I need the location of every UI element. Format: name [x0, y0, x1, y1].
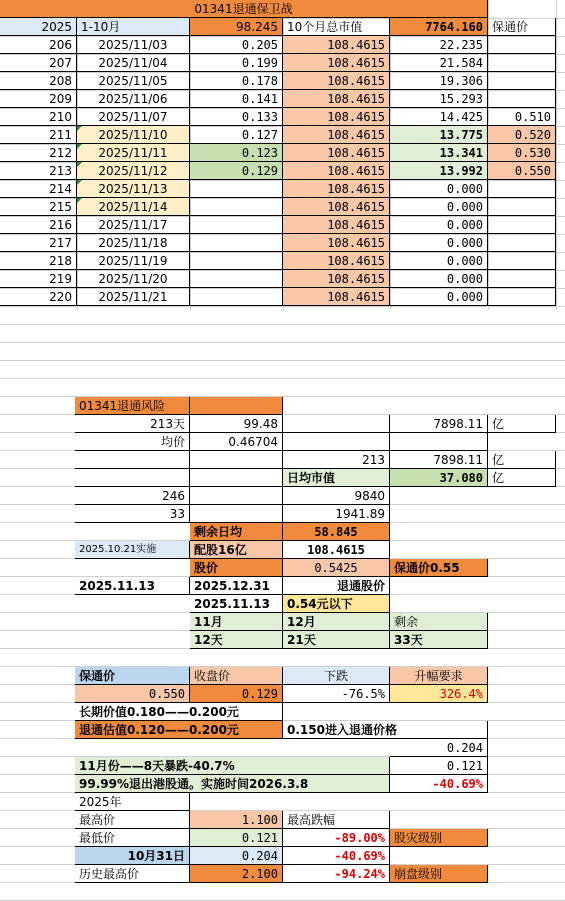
- row-220-price: [190, 288, 283, 306]
- gridline-h: [0, 360, 565, 361]
- oct-close-value: 0.204: [390, 739, 488, 757]
- row-220-avg: 0.000: [390, 288, 488, 306]
- risk-month-nov: 11月: [190, 613, 283, 631]
- long-term-value: 长期价值0.180——0.200元: [75, 703, 283, 721]
- row-217-avg: 0.000: [390, 234, 488, 252]
- row-208-date: 2025/11/05: [77, 72, 190, 90]
- row-217-n: 217: [0, 234, 77, 252]
- risk-1941: 1941.89: [283, 505, 390, 523]
- row-207-avg: 21.584: [390, 54, 488, 72]
- bottom-h-rise: 升幅要求: [390, 667, 488, 685]
- row-214-mv: 108.4615: [283, 180, 390, 198]
- risk-empty-2: [283, 433, 390, 451]
- row-216-price: [190, 216, 283, 234]
- row-213-mv: 108.4615: [283, 162, 390, 180]
- row-215-mv: 108.4615: [283, 198, 390, 216]
- exit-valuation: 退通估值0.120——0.200元: [75, 721, 283, 739]
- row-208-n: 208: [0, 72, 77, 90]
- risk-days-remain: 33天: [390, 631, 488, 649]
- row-208-bt: [488, 72, 556, 90]
- row-213-n: 213: [0, 162, 77, 180]
- row-216-n: 216: [0, 216, 77, 234]
- row-214-price: [190, 180, 283, 198]
- exit-hk-connect-note: 99.99%退出港股通。实施时间2026.3.8: [75, 775, 390, 793]
- row-218-avg: 0.000: [390, 252, 488, 270]
- row-214-n: 214: [0, 180, 77, 198]
- row-206-n: 206: [0, 36, 77, 54]
- row-207-date: 2025/11/04: [77, 54, 190, 72]
- risk-33: 33: [75, 505, 190, 523]
- risk-days: 213天: [75, 415, 190, 433]
- row-213-bt: 0.550: [488, 162, 556, 180]
- gridline-v: [556, 0, 557, 310]
- high-value: 1.100: [190, 811, 283, 829]
- risk-remain-label: 剩余日均: [190, 523, 283, 541]
- risk-month-dec: 12月: [283, 613, 390, 631]
- oct31-label: 10月31日: [75, 847, 190, 865]
- row-213-date: 2025/11/12: [77, 162, 190, 180]
- row-212-mv: 108.4615: [283, 144, 390, 162]
- row-214-date: 2025/11/13: [77, 180, 190, 198]
- row-210-avg: 14.425: [390, 108, 488, 126]
- row-213-avg: 13.992: [390, 162, 488, 180]
- row-219-n: 219: [0, 270, 77, 288]
- crash-level-1: 股灾级别: [390, 829, 488, 847]
- row-207-bt: [488, 54, 556, 72]
- max-drop-label: 最高跌幅: [283, 811, 390, 829]
- risk-empty-4: [75, 451, 190, 469]
- risk-unit-3: 亿: [488, 469, 556, 487]
- row-214-bt: [488, 180, 556, 198]
- row-207-mv: 108.4615: [283, 54, 390, 72]
- row-212-price: 0.123: [190, 144, 283, 162]
- risk-date-2: 2025.12.31: [190, 577, 283, 595]
- risk-days-dec: 21天: [283, 631, 390, 649]
- row-218-mv: 108.4615: [283, 252, 390, 270]
- row-220-mv: 108.4615: [283, 288, 390, 306]
- risk-remain-text: 剩余: [390, 613, 488, 631]
- row-211-mv: 108.4615: [283, 126, 390, 144]
- row-220-date: 2025/11/21: [77, 288, 190, 306]
- row-206-avg: 22.235: [390, 36, 488, 54]
- row-208-mv: 108.4615: [283, 72, 390, 90]
- row-210-bt: 0.510: [488, 108, 556, 126]
- row-206-mv: 108.4615: [283, 36, 390, 54]
- row-211-price: 0.127: [190, 126, 283, 144]
- oct31-drop-pct: -40.69%: [283, 847, 390, 865]
- risk-avg-label: 均价: [75, 433, 190, 451]
- risk-avg-value: 0.46704: [190, 433, 283, 451]
- row-214-avg: 0.000: [390, 180, 488, 198]
- row-217-bt: [488, 234, 556, 252]
- row-220-n: 220: [0, 288, 77, 306]
- row-215-price: [190, 198, 283, 216]
- low-drop-pct: -89.00%: [283, 829, 390, 847]
- header-range: 1-10月: [77, 18, 190, 36]
- bottom-v-close: 0.129: [190, 685, 283, 703]
- row-216-date: 2025/11/17: [77, 216, 190, 234]
- row-220-bt: [488, 288, 556, 306]
- nov-drop-pct: -40.69%: [390, 775, 488, 793]
- row-206-price: 0.205: [190, 36, 283, 54]
- row-211-date: 2025/11/10: [77, 126, 190, 144]
- row-208-price: 0.178: [190, 72, 283, 90]
- risk-date-3: 2025.11.13: [190, 595, 283, 613]
- row-219-bt: [488, 270, 556, 288]
- risk-price-label: 股价: [190, 559, 283, 577]
- risk-title-fill: [190, 397, 283, 415]
- row-218-bt: [488, 252, 556, 270]
- low-value: 0.121: [190, 829, 283, 847]
- risk-placement-value: 108.4615: [283, 541, 390, 559]
- row-209-mv: 108.4615: [283, 90, 390, 108]
- row-207-price: 0.199: [190, 54, 283, 72]
- risk-price-value: 0.5425: [283, 559, 390, 577]
- bottom-h-drop: 下跌: [283, 667, 390, 685]
- risk-246: 246: [75, 487, 190, 505]
- hist-drop-pct: -94.24%: [283, 865, 390, 883]
- row-217-price: [190, 234, 283, 252]
- row-219-date: 2025/11/20: [77, 270, 190, 288]
- year-label: 2025年: [75, 793, 190, 811]
- row-218-n: 218: [0, 252, 77, 270]
- risk-exit-threshold: 0.54元以下: [283, 595, 390, 613]
- high-label: 最高价: [75, 811, 190, 829]
- row-211-n: 211: [0, 126, 77, 144]
- row-215-avg: 0.000: [390, 198, 488, 216]
- row-219-mv: 108.4615: [283, 270, 390, 288]
- bottom-v-drop: -76.5%: [283, 685, 390, 703]
- gridline-h: [0, 324, 565, 325]
- row-215-bt: [488, 198, 556, 216]
- risk-empty-7: [190, 469, 283, 487]
- row-218-date: 2025/11/19: [77, 252, 190, 270]
- bottom-v-baotong: 0.550: [75, 685, 190, 703]
- risk-sum: 99.48: [190, 415, 283, 433]
- header-value: 98.245: [190, 18, 283, 36]
- row-215-n: 215: [0, 198, 77, 216]
- row-209-date: 2025/11/06: [77, 90, 190, 108]
- risk-title: 01341退通风险: [75, 397, 190, 415]
- hist-high-label: 历史最高价: [75, 865, 190, 883]
- gridline-h: [0, 378, 565, 379]
- header-label: 10个月总市值: [283, 18, 390, 36]
- nov-low-value: 0.121: [390, 757, 488, 775]
- low-label: 最低价: [75, 829, 190, 847]
- exit-threshold-note: 0.150进入退通价格: [283, 721, 488, 739]
- risk-baotong-price: 保通价0.55: [390, 559, 488, 577]
- risk-empty-5: [190, 451, 283, 469]
- header-year: 2025: [0, 18, 77, 36]
- risk-days-nov: 12天: [190, 631, 283, 649]
- risk-implement-date: 2025.10.21实施: [75, 541, 190, 559]
- row-212-bt: 0.530: [488, 144, 556, 162]
- bottom-h-baotong: 保通价: [75, 667, 190, 685]
- top-title: 01341退通保卫战: [0, 0, 488, 18]
- row-211-bt: 0.520: [488, 126, 556, 144]
- header-baotong: 保通价: [488, 18, 556, 36]
- bottom-v-rise: 326.4%: [390, 685, 488, 703]
- row-212-avg: 13.341: [390, 144, 488, 162]
- row-218-price: [190, 252, 283, 270]
- row-217-mv: 108.4615: [283, 234, 390, 252]
- risk-days-213: 213: [283, 451, 390, 469]
- risk-placement-label: 配股16亿: [190, 541, 283, 559]
- row-210-mv: 108.4615: [283, 108, 390, 126]
- risk-empty-8: [190, 487, 283, 505]
- row-215-date: 2025/11/14: [77, 198, 190, 216]
- risk-total-2: 7898.11: [390, 451, 488, 469]
- row-210-date: 2025/11/07: [77, 108, 190, 126]
- risk-unit-2: 亿: [488, 451, 556, 469]
- oct31-value: 0.204: [190, 847, 283, 865]
- row-216-mv: 108.4615: [283, 216, 390, 234]
- gridline-h: [0, 342, 565, 343]
- row-210-n: 210: [0, 108, 77, 126]
- hist-high-value: 2.100: [190, 865, 283, 883]
- risk-empty-6: [75, 469, 190, 487]
- row-212-date: 2025/11/11: [77, 144, 190, 162]
- row-212-n: 212: [0, 144, 77, 162]
- risk-daily-mv-value: 37.080: [390, 469, 488, 487]
- row-209-avg: 15.293: [390, 90, 488, 108]
- risk-date-1: 2025.11.13: [75, 577, 190, 595]
- row-206-bt: [488, 36, 556, 54]
- crash-level-2: 崩盘级别: [390, 865, 488, 883]
- row-209-price: 0.141: [190, 90, 283, 108]
- row-206-date: 2025/11/03: [77, 36, 190, 54]
- header-total: 7764.160: [390, 18, 488, 36]
- row-211-avg: 13.775: [390, 126, 488, 144]
- risk-empty-9: [190, 505, 283, 523]
- risk-exit-price-label: 退通股价: [283, 577, 390, 595]
- bottom-h-close: 收盘价: [190, 667, 283, 685]
- row-217-date: 2025/11/18: [77, 234, 190, 252]
- row-207-n: 207: [0, 54, 77, 72]
- risk-total-1: 7898.11: [390, 415, 488, 433]
- row-216-avg: 0.000: [390, 216, 488, 234]
- row-213-price: 0.129: [190, 162, 283, 180]
- risk-empty-3: [390, 433, 488, 451]
- row-209-n: 209: [0, 90, 77, 108]
- row-216-bt: [488, 216, 556, 234]
- row-210-price: 0.133: [190, 108, 283, 126]
- row-219-avg: 0.000: [390, 270, 488, 288]
- row-219-price: [190, 270, 283, 288]
- row-208-avg: 19.306: [390, 72, 488, 90]
- row-209-bt: [488, 90, 556, 108]
- risk-daily-mv-label: 日均市值: [283, 469, 390, 487]
- risk-empty-1: [283, 415, 390, 433]
- risk-remain-value: 58.845: [283, 523, 390, 541]
- risk-9840: 9840: [283, 487, 390, 505]
- risk-unit-1: 亿: [488, 415, 556, 433]
- nov-crash-note: 11月份——8天暴跌-40.7%: [75, 757, 390, 775]
